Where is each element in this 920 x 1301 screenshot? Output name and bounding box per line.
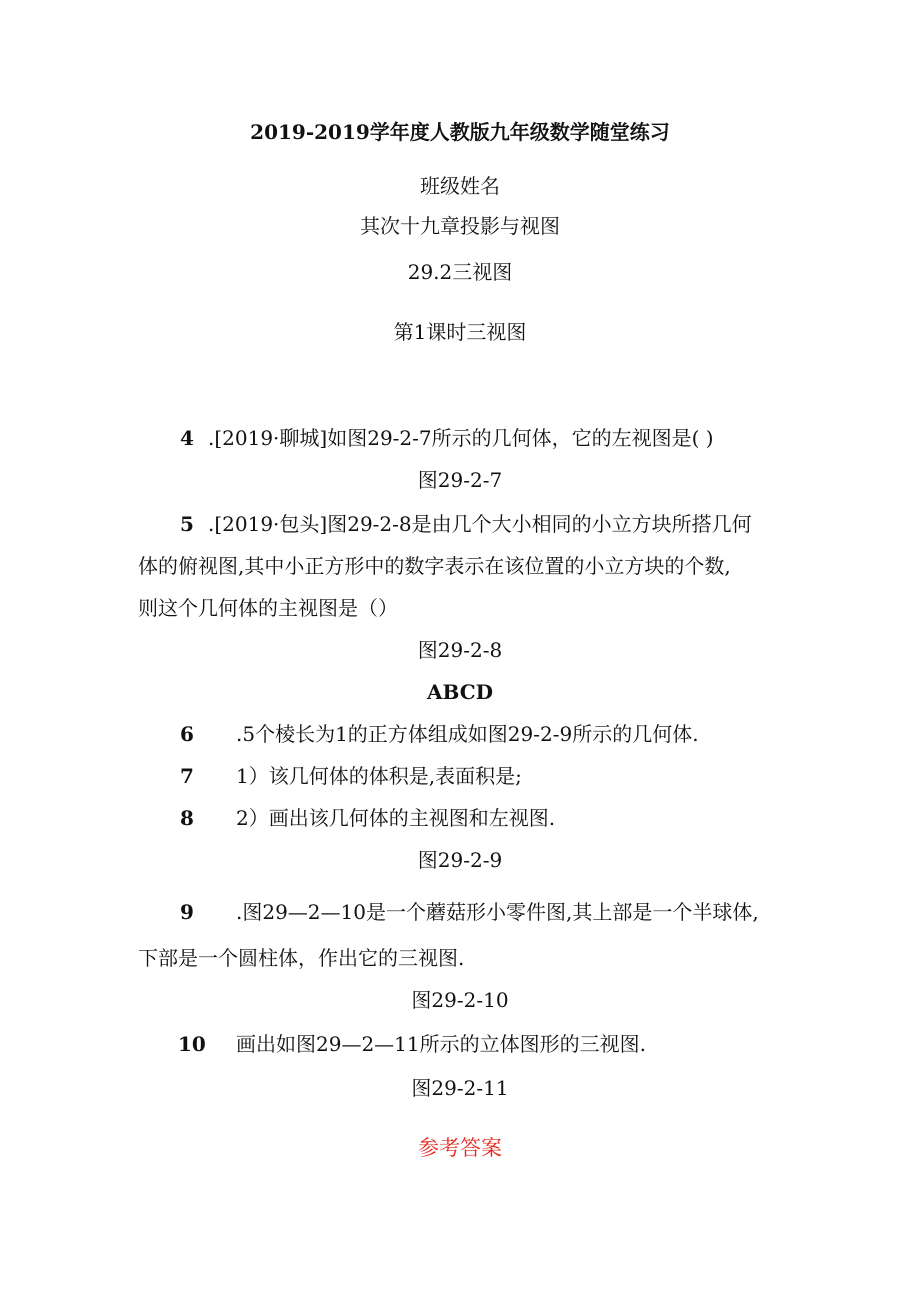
figure-caption: 图29-2-7 (417, 468, 503, 492)
lesson-title: 第1课时三视图 (393, 320, 527, 344)
chapter-title: 其次十九章投影与视图 (360, 214, 560, 238)
question-text: .[2019·包头]图29-2-8是由几个大小相同的小立方块所搭几何 (208, 512, 752, 536)
figure-caption: 图29-2-11 (411, 1076, 509, 1100)
question-number: 4 (180, 426, 194, 450)
question-text: .5个棱长为1的正方体组成如图29-2-9所示的几何体. (236, 722, 699, 746)
question-text: 则这个几何体的主视图是（） (138, 596, 398, 620)
figure-caption: 图29-2-10 (411, 988, 509, 1012)
question-text: .[2019·聊城]如图29-2-7所示的几何体，它的左视图是( ) (208, 426, 714, 450)
answer-heading: 参考答案 (418, 1136, 502, 1160)
class-name-line: 班级姓名 (420, 174, 500, 198)
figure-caption: 图29-2-9 (417, 848, 503, 872)
question-number: 9 (180, 900, 194, 924)
question-number: 8 (180, 806, 194, 830)
figure-caption: 图29-2-8 (417, 638, 503, 662)
question-text: 体的俯视图,其中小正方形中的数字表示在该位置的小立方块的个数, (138, 554, 731, 578)
question-number: 5 (180, 512, 194, 536)
question-text: 2）画出该几何体的主视图和左视图. (236, 806, 556, 830)
document-title: 2019-2019学年度人教版九年级数学随堂练习 (250, 120, 670, 144)
question-text: .图29—2—10是一个蘑菇形小零件图,其上部是一个半球体, (236, 900, 759, 924)
question-text: 下部是一个圆柱体，作出它的三视图. (138, 946, 465, 970)
question-text: 画出如图29—2—11所示的立体图形的三视图. (236, 1032, 646, 1056)
answer-options: ABCD (426, 680, 494, 704)
question-text: 1）该几何体的体积是,表面积是; (236, 764, 522, 788)
question-number: 7 (180, 764, 194, 788)
question-number: 10 (178, 1032, 206, 1056)
section-title: 29.2三视图 (407, 260, 513, 284)
question-number: 6 (180, 722, 194, 746)
